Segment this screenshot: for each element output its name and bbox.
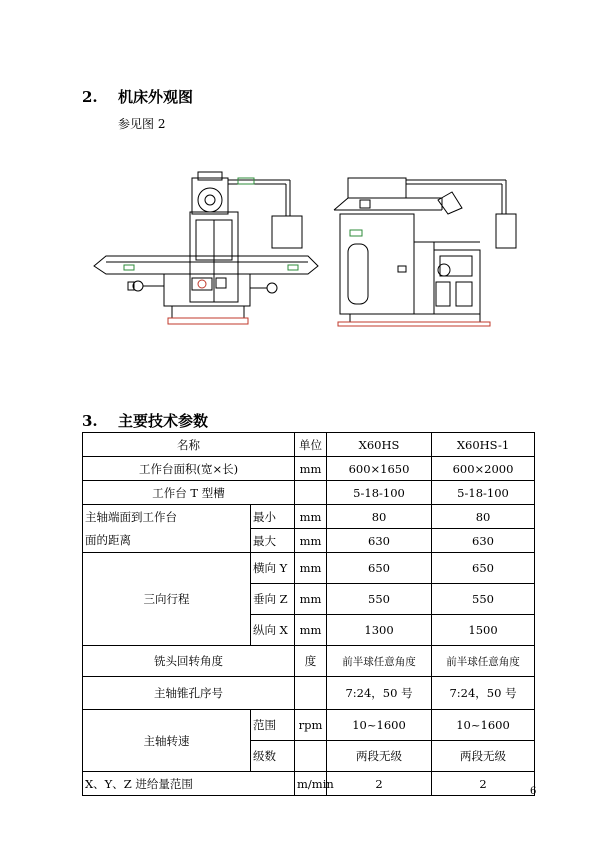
figure-reference: 参见图 2 [118,117,166,131]
section-2-heading [82,86,193,107]
row-label: 铣头回转角度 [83,646,295,677]
section-2-title: 机床外观图 [118,88,194,106]
row-value-1: 两段无级 [327,741,432,772]
row-value-2: 5-18-100 [432,481,535,505]
table-row [83,772,535,796]
sub-label: 最大 [251,529,295,553]
row-value-1: 80 [327,505,432,529]
row-value-1: 600×1650 [327,457,432,481]
row-value-2: 80 [432,505,535,529]
row-label: 工作台面积(宽×长) [83,457,295,481]
row-value-1: 7:24，50 号 [327,677,432,710]
row-unit: mm [295,505,327,529]
sub-label: 纵向 X [251,615,295,646]
table-row [83,553,535,584]
row-unit [295,741,327,772]
row-value-2: 1500 [432,615,535,646]
row-value-1: 1300 [327,615,432,646]
row-value-1: 2 [327,772,432,796]
table-row [83,677,535,710]
row-value-1: 5-18-100 [327,481,432,505]
row-label: 工作台 T 型槽 [83,481,295,505]
row-unit: mm [295,553,327,584]
row-value-2: 550 [432,584,535,615]
row-value-2: 650 [432,553,535,584]
header-model2: X60HS-1 [432,433,535,457]
row-unit: 度 [295,646,327,677]
page-number: 6 [530,786,537,797]
row-value-1: 650 [327,553,432,584]
row-value-1: 10~1600 [327,710,432,741]
row-value-1: 550 [327,584,432,615]
row-value-2: 7:24，50 号 [432,677,535,710]
row-value-1: 前半球任意角度 [327,646,432,677]
row-value-2: 2 [432,772,535,796]
table-row [83,710,535,741]
sub-label: 范围 [251,710,295,741]
row-label: 主轴转速 [83,710,251,772]
row-unit [295,481,327,505]
machine-front-view [92,170,322,330]
row-unit: mm [295,529,327,553]
table-row [83,433,535,457]
row-value-2: 600×2000 [432,457,535,481]
section-3-title: 主要技术参数 [118,412,209,430]
table-row [83,505,535,529]
row-unit: mm [295,615,327,646]
row-label: X、Y、Z 进给量范围 [83,772,295,796]
row-value-1: 630 [327,529,432,553]
row-unit [295,677,327,710]
row-value-2: 前半球任意角度 [432,646,535,677]
row-label: 主轴锥孔序号 [83,677,295,710]
row-unit: rpm [295,710,327,741]
row-label-cont: 面的距离 [83,529,251,553]
section-3-number: 3. [82,412,98,430]
sub-label: 级数 [251,741,295,772]
section-2-number: 2. [82,88,98,106]
header-model1: X60HS [327,433,432,457]
header-unit: 单位 [295,433,327,457]
table-row [83,529,535,553]
sub-label: 横向 Y [251,553,295,584]
header-name: 名称 [83,433,295,457]
table-row [83,457,535,481]
sub-label: 垂向 Z [251,584,295,615]
row-unit: m/min [295,772,327,796]
row-label: 主轴端面到工作台 [83,505,251,529]
section-3-heading [82,410,208,431]
spec-table-body [82,432,535,796]
table-row [83,646,535,677]
row-value-2: 10~1600 [432,710,535,741]
row-unit: mm [295,457,327,481]
row-label: 三向行程 [83,553,251,646]
sub-label: 最小 [251,505,295,529]
machine-side-view [330,170,520,330]
row-value-2: 630 [432,529,535,553]
row-unit: mm [295,584,327,615]
row-value-2: 两段无级 [432,741,535,772]
table-row [83,481,535,505]
